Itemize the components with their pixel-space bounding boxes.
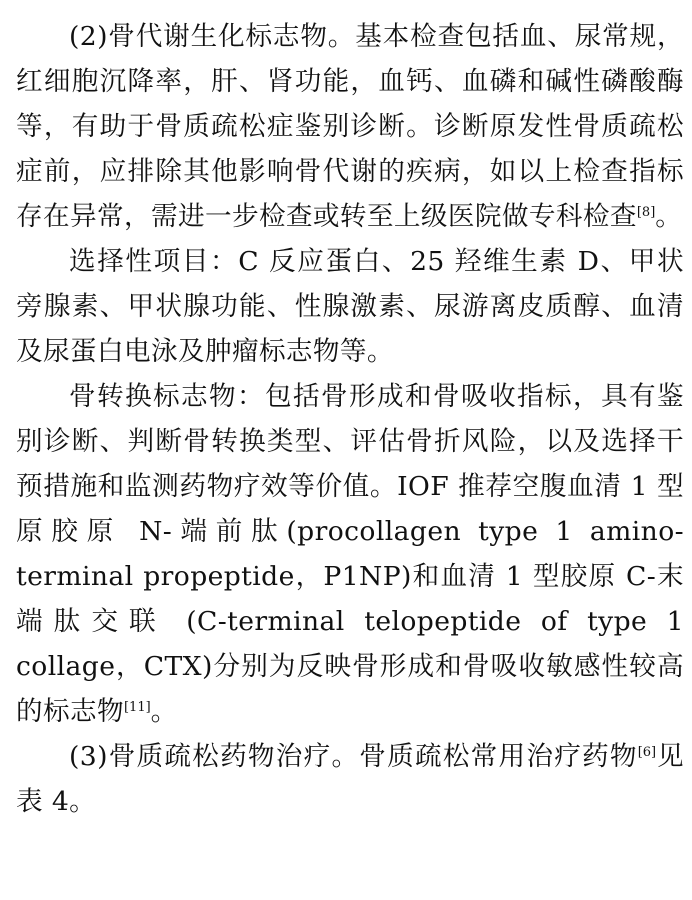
paragraph-optional-items — [16, 239, 684, 374]
paragraph-end: 。 — [655, 201, 683, 232]
paragraph-bone-turnover-markers — [16, 374, 684, 734]
citation-ref: [11] — [123, 700, 151, 715]
paragraph-bone-metabolism-markers — [16, 14, 684, 239]
citation-ref: [8] — [636, 205, 656, 220]
paragraph-end: 见表 4。 — [16, 741, 684, 817]
paragraph-text: (3)骨质疏松药物治疗。骨质疏松常用治疗药物 — [69, 741, 638, 772]
citation-ref: [6] — [637, 745, 657, 760]
paragraph-text: 骨转换标志物：包括骨形成和骨吸收指标，具有鉴别诊断、判断骨转换类型、评估骨折风险，以及选择干预措施和监测药物疗效等价值。IOF 推荐空腹血清 1 型原胶原 N-端前肽(procollagen type 1 amino-terminal propeptide，P1NP)和血清 1 型胶原 C-末端肽交联 (C-terminal telopeptide of type 1 collage，CTX)分别为反映骨形成和骨吸收敏感性较高的标志物 — [16, 381, 684, 727]
document-page — [16, 14, 684, 824]
paragraph-drug-therapy — [16, 734, 684, 824]
paragraph-text: 选择性项目：C 反应蛋白、25 羟维生素 D、甲状旁腺素、甲状腺功能、性腺激素、尿游离皮质醇、血清及尿蛋白电泳及肿瘤标志物等。 — [16, 246, 684, 367]
paragraph-end: 。 — [150, 696, 178, 727]
paragraph-text: (2)骨代谢生化标志物。基本检查包括血、尿常规，红细胞沉降率，肝、肾功能，血钙、血磷和碱性磷酸酶等，有助于骨质疏松症鉴别诊断。诊断原发性骨质疏松症前，应排除其他影响骨代谢的疾病，如以上检查指标存在异常，需进一步检查或转至上级医院做专科检查 — [16, 21, 684, 232]
